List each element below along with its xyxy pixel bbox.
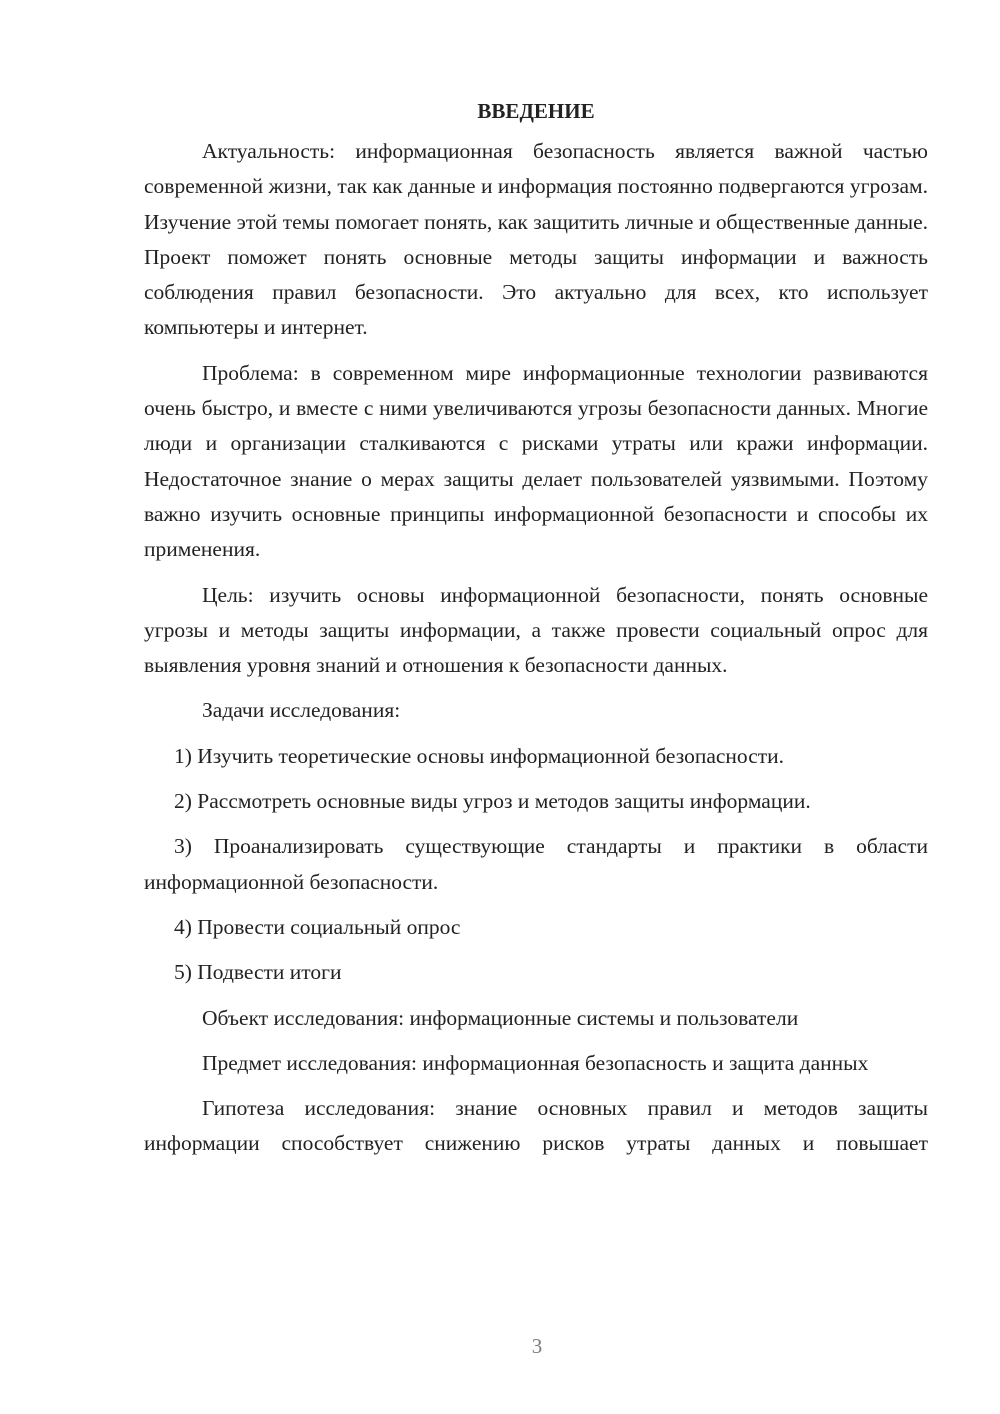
page-number: 3 [531,1334,543,1358]
hypothesis-paragraph: Гипотеза исследования: знание основных правил и методов защиты информации способствует снижению рисков утраты данных и повышает [144,1096,928,1156]
research-object-paragraph: Объект исследования: информационные системы и пользователи [202,1005,799,1030]
tasks-heading: Задачи исследования: [202,698,401,723]
task-item-5: 5) Подвести итоги [174,960,342,985]
document-body [144,94,928,1172]
research-subject-paragraph: Предмет исследования: информационная безопасность и защита данных [202,1050,869,1075]
relevance-paragraph: Актуальность: информационная безопасность является важной частью современной жизни, так как данные и информация постоянно подвергаются угрозам. Изучение этой темы помогает понять, как защитить личные и общественные данные. Проект поможет понять основные методы защиты информации и важность соблюдения правил безопасности. Это актуально для всех, кто использует компьютеры и интернет. [144,139,928,340]
problem-paragraph: Проблема: в современном мире информационные технологии развиваются очень быстро, и вместе с ними увеличиваются угрозы безопасности данных. Многие люди и организации сталкиваются с рисками утраты или кражи информации. Недостаточное знание о мерах защиты делает пользователей уязвимыми. Поэтому важно изучить основные принципы информационной безопасности и способы их применения. [144,360,928,562]
task-item-3: 3) Проанализировать существующие стандарты и практики в области информационной безопасности. [144,834,928,894]
task-item-1: 1) Изучить теоретические основы информационной безопасности. [174,743,785,768]
goal-paragraph: Цель: изучить основы информационной безопасности, понять основные угрозы и методы защиты информации, а также провести социальный опрос для выявления уровня знаний и отношения к безопасности данных. [144,582,928,678]
section-title: ВВЕДЕНИЕ [477,99,595,123]
task-item-4: 4) Провести социальный опрос [174,914,461,939]
task-item-2: 2) Рассмотреть основные виды угроз и методов защиты информации. [174,789,811,814]
